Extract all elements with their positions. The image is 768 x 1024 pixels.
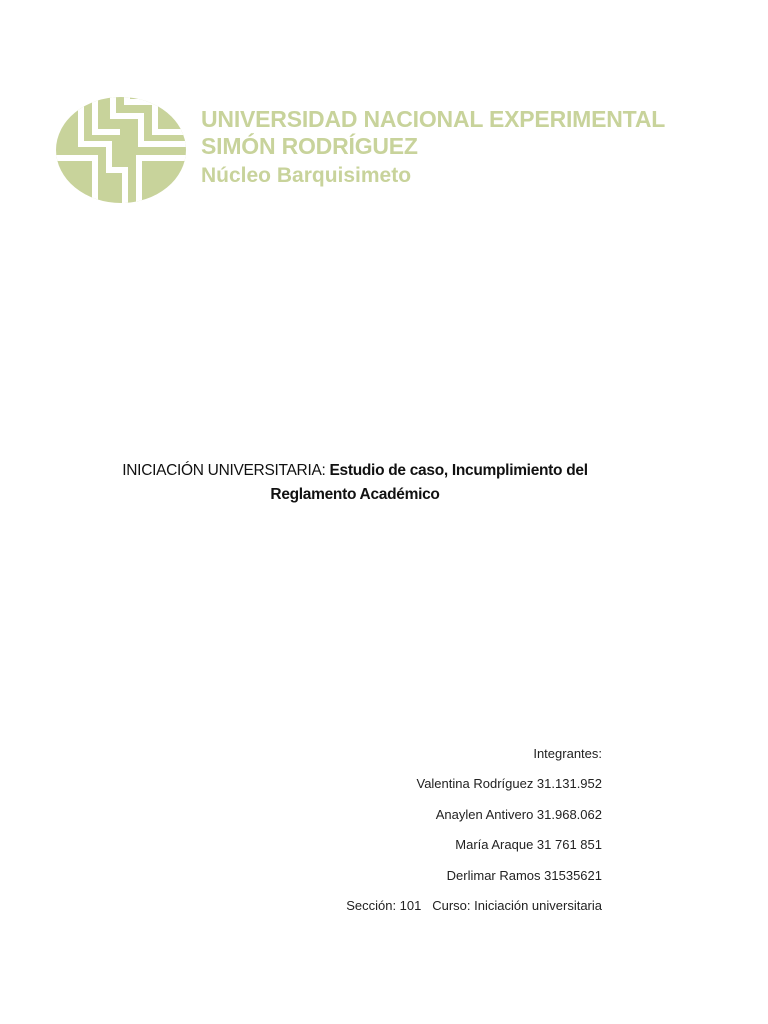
section-course: Sección: 101 Curso: Iniciación universitaria: [346, 897, 602, 913]
title-bold-line1: Estudio de caso, Incumplimiento del: [329, 462, 588, 479]
university-header: [55, 96, 665, 206]
title-prefix: INICIACIÓN UNIVERSITARIA:: [122, 462, 330, 479]
document-title: [100, 459, 610, 507]
title-bold-line2: Reglamento Académico: [270, 486, 440, 503]
member-item: María Araque 31 761 851: [455, 837, 602, 853]
university-name: [201, 108, 665, 186]
member-item: Anaylen Antivero 31.968.062: [435, 806, 602, 822]
unesr-logo-icon: [55, 96, 187, 204]
university-name-line1: UNIVERSIDAD NACIONAL EXPERIMENTAL: [201, 106, 666, 132]
members-heading: Integrantes:: [533, 746, 602, 761]
campus-name: Núcleo Barquisimeto: [201, 164, 412, 187]
member-item: Derlimar Ramos 31535621: [446, 867, 602, 883]
university-name-line2: SIMÓN RODRÍGUEZ: [201, 133, 418, 159]
member-item: Valentina Rodríguez 31.131.952: [416, 776, 602, 792]
members-block: [346, 744, 602, 926]
